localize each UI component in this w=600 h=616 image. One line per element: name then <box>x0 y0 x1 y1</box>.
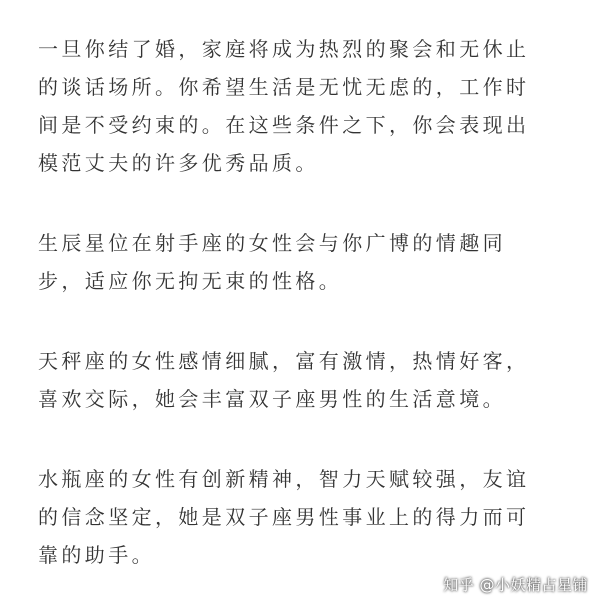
paragraph-line: 水瓶座的女性有创新精神，智力天赋较强，友谊 <box>38 467 530 491</box>
article-body <box>38 30 578 616</box>
paragraph-line: 的信念坚定，她是双子座男性事业上的得力而可 <box>38 505 530 529</box>
paragraph-line: 天秤座的女性感情细腻，富有激情，热情好客， <box>38 349 530 373</box>
paragraph-line: 生辰星位在射手座的女性会与你广博的情趣同 <box>38 231 506 255</box>
paragraph-line: 模范丈夫的许多优秀品质。 <box>38 151 319 175</box>
paragraph-line: 喜欢交际，她会丰富双子座男性的生活意境。 <box>38 387 506 411</box>
paragraph-line: 一旦你结了婚，家庭将成为热烈的聚会和无休止 <box>38 37 530 61</box>
paragraph-3 <box>38 342 578 418</box>
paragraph-line: 步，适应你无拘无束的性格。 <box>38 269 343 293</box>
paragraph-4 <box>38 460 578 574</box>
paragraph-line: 靠的助手。 <box>38 543 155 567</box>
paragraph-2 <box>38 224 578 300</box>
zhihu-watermark: 知乎 @小妖精占星铺 <box>443 576 588 594</box>
paragraph-line: 的谈话场所。你希望生活是无忧无虑的，工作时 <box>38 75 530 99</box>
paragraph-1 <box>38 30 578 182</box>
paragraph-line: 间是不受约束的。在这些条件之下，你会表现出 <box>38 113 530 137</box>
